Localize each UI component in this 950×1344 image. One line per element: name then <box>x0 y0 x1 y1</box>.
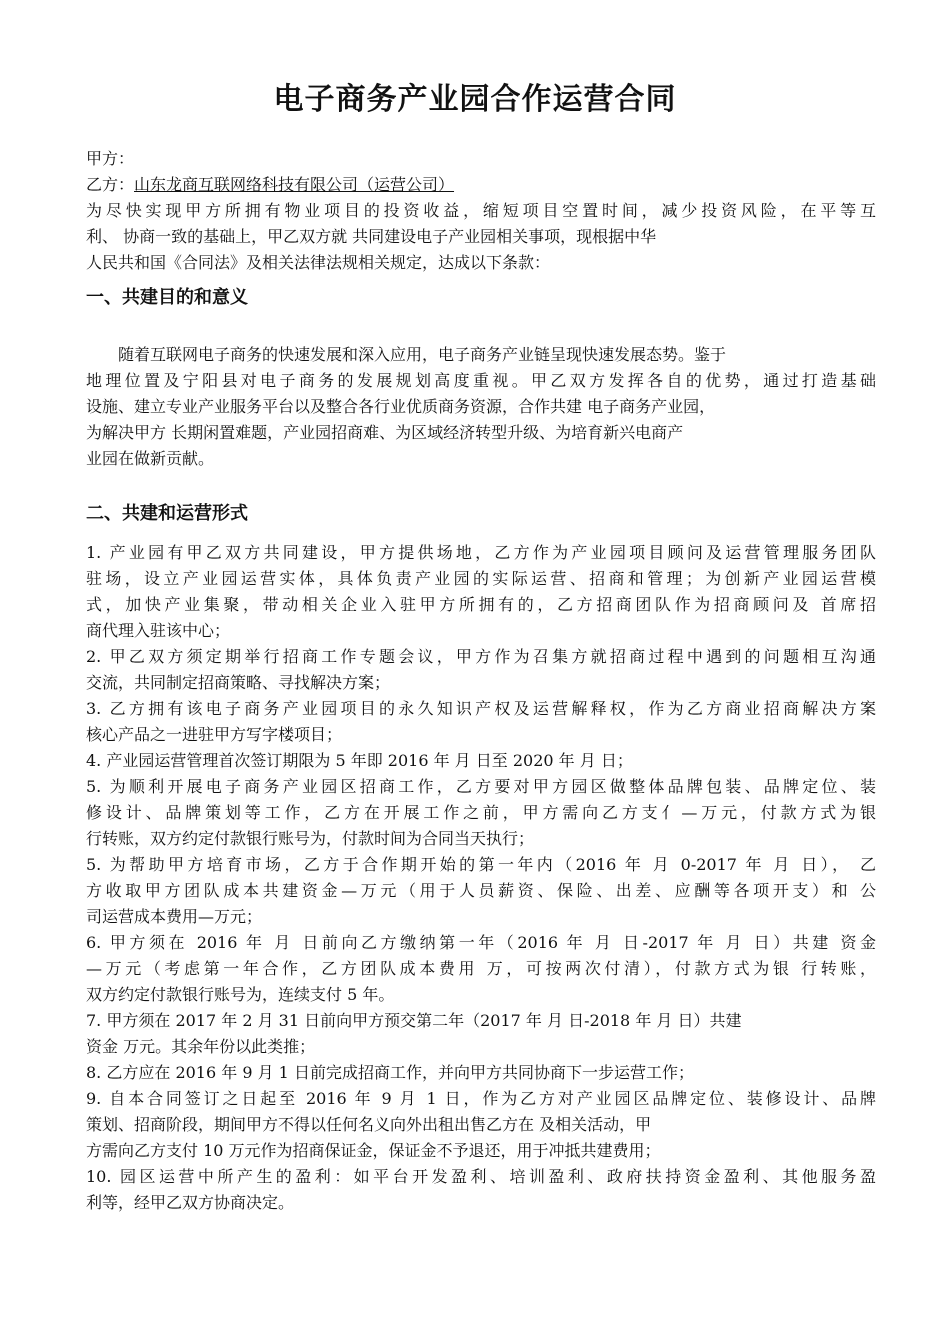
paragraph-line: 随着互联网电子商务的快速发展和深入应用，电子商务产业链呈现快速发展态势。鉴于 <box>118 345 727 364</box>
clause-line: 5. 为帮助甲方培育市场，乙方于合作期开始的第一年内（2016 年 月 0-2017 年 月 日）， 乙 <box>86 855 876 874</box>
intro-line: 人民共和国《合同法》及相关法律法规相关规定，达成以下条款： <box>86 253 551 272</box>
clause-line: 行转账，双方约定付款银行账号为，付款时间为合同当天执行； <box>86 829 535 848</box>
paragraph-line: 业园在做新贡献。 <box>86 449 215 468</box>
clause-line: 5. 为顺利开展电子商务产业园区招商工作，乙方要对甲方园区做整体品牌包装、品牌定位、装 <box>86 777 876 796</box>
clause-line: 核心产品之一进驻甲方写字楼项目； <box>86 725 343 744</box>
clause-line: 利等，经甲乙双方协商决定。 <box>86 1193 295 1212</box>
clause-line: 方收取甲方团队成本共建资金—万元（用于人员薪资、保险、出差、应酬等各项开支）和 公 <box>86 881 876 900</box>
clause-line: 交流，共同制定招商策略、寻找解决方案； <box>86 673 391 692</box>
paragraph-line: 为解决甲方 长期闲置难题，产业园招商难、为区域经济转型升级、为培育新兴电商产 <box>86 423 684 442</box>
clause-line: 2. 甲乙双方须定期举行招商工作专题会议，甲方作为召集方就招商过程中遇到的问题相互沟通 <box>86 647 876 666</box>
document-title: 电子商务产业园合作运营合同 <box>273 82 677 117</box>
clause-line: 商代理入驻该中心； <box>86 621 231 640</box>
clause-line: 方需向乙方支付 10 万元作为招商保证金，保证金不予退还，用于冲抵共建费用； <box>86 1141 661 1160</box>
clause-line: 资金 万元。其余年份以此类推； <box>86 1037 316 1056</box>
clause-line: 9. 自本合同签订之日起至 2016 年 9 月 1 日，作为乙方对产业园区品牌定位、装修设计、品牌 <box>86 1089 876 1108</box>
clause-line: 1. 产业园有甲乙双方共同建设，甲方提供场地，乙方作为产业园项目顾问及运营管理服务团队 <box>86 543 876 562</box>
intro-line: 为尽快实现甲方所拥有物业项目的投资收益，缩短项目空置时间，减少投资风险，在平等互 <box>86 201 876 220</box>
clause-line: 司运营成本费用—万元； <box>86 907 263 926</box>
paragraph-line: 设施、建立专业产业服务平台以及整合各行业优质商务资源，合作共建 电子商务产业园， <box>86 397 716 416</box>
party-b-line <box>86 172 454 198</box>
clause-line: 式，加快产业集聚，带动相关企业入驻甲方所拥有的，乙方招商团队作为招商顾问及 首席招 <box>86 595 876 614</box>
clause-line: 6. 甲方须在 2016 年 月 日前向乙方缴纳第一年（2016 年 月 日-2017 年 月 日）共建 资金 <box>86 933 876 952</box>
paragraph-line: 地理位置及宁阳县对电子商务的发展规划高度重视。甲乙双方发挥各自的优势，通过打造基础 <box>86 371 876 390</box>
party-a-line: 甲方： <box>86 149 135 168</box>
clause-line: —万元（考虑第一年合作，乙方团队成本费用 万，可按两次付清），付款方式为银 行转账， <box>86 959 876 978</box>
clause-line: 修设计、品牌策划等工作，乙方在开展工作之前，甲方需向乙方支亻—万元，付款方式为银 <box>86 803 876 822</box>
clause-line: 8. 乙方应在 2016 年 9 月 1 日前完成招商工作，并向甲方共同协商下一步运营工作； <box>86 1063 694 1082</box>
section-heading: 二、共建和运营形式 <box>86 503 248 524</box>
clause-line: 策划、招商阶段，期间甲方不得以任何名义向外出租出售乙方在 及相关活动，甲 <box>86 1115 652 1134</box>
clause-line: 驻场，设立产业园运营实体，具体负责产业园的实际运营、招商和管理；为创新产业园运营模 <box>86 569 876 588</box>
party-b-label: 乙方： <box>86 175 135 194</box>
clause-line: 3. 乙方拥有该电子商务产业园项目的永久知识产权及运营解释权，作为乙方商业招商解决方案 <box>86 699 876 718</box>
clause-line: 7. 甲方须在 2017 年 2 月 31 日前向甲方预交第二年（2017 年 月 日-2018 年 月 日）共建 <box>86 1011 742 1030</box>
intro-line: 利、 协商一致的基础上，甲乙双方就 共同建设电子产业园相关事项，现根据中华 <box>86 227 657 246</box>
clause-line: 10. 园区运营中所产生的盈利：如平台开发盈利、培训盈利、政府扶持资金盈利、其他服务盈 <box>86 1167 876 1186</box>
section-heading: 一、共建目的和意义 <box>86 287 248 308</box>
clause-line: 4. 产业园运营管理首次签订期限为 5 年即 2016 年 月 日至 2020 年 月 日； <box>86 751 633 770</box>
party-b-name: 山东龙商互联网络科技有限公司（运营公司） <box>134 175 455 194</box>
clause-line: 双方约定付款银行账号为，连续支付 5 年。 <box>86 985 395 1004</box>
